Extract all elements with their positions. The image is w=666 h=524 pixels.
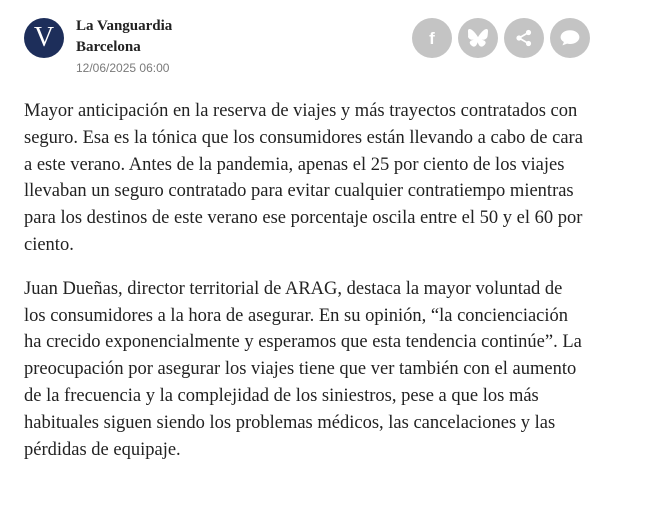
- comment-icon: [559, 29, 581, 47]
- la-vanguardia-logo[interactable]: [24, 18, 64, 58]
- generic-share-button[interactable]: [504, 18, 544, 58]
- author-block: [76, 16, 172, 76]
- author-name[interactable]: La Vanguardia: [76, 18, 173, 34]
- article-body: [24, 98, 584, 480]
- publish-date: 12/06/2025 06:00: [76, 61, 170, 75]
- facebook-icon: f: [429, 28, 435, 48]
- comments-button[interactable]: [550, 18, 590, 58]
- logo-letter: V: [33, 22, 55, 53]
- article-paragraph: Juan Dueñas, director territorial de ARAG, destaca la mayor voluntad de los consumidores a la hora de asegurar. En su opinión, “la concienciación ha crecido exponencialmente y esperamos que esta tendencia continúe”. La preocupación por asegurar los viajes tiene que ver también con el aumento de la frecuencia y la complejidad de los siniestros, pese a que los más habituales siguen siendo los problemas médicos, las cancelaciones y las pérdidas de equipaje.: [24, 278, 582, 460]
- facebook-share-button[interactable]: [412, 18, 452, 58]
- article-header: [24, 16, 644, 80]
- share-icon: [515, 29, 533, 47]
- author-location: Barcelona: [76, 39, 141, 55]
- article-paragraph: Mayor anticipación en la reserva de viajes y más trayectos contratados con seguro. Esa es la tónica que los consumidores están llevando a cabo de cara a este verano. Antes de la pandemia, apenas el 25 por ciento de los viajes llevaban un seguro contratado para evitar cualquier contratiempo mientras para los destinos de este verano ese porcentaje oscila entre el 50 y el 60 por ciento.: [24, 101, 583, 255]
- share-bar: [412, 18, 590, 58]
- bluesky-share-button[interactable]: [458, 18, 498, 58]
- bluesky-icon: [468, 29, 488, 47]
